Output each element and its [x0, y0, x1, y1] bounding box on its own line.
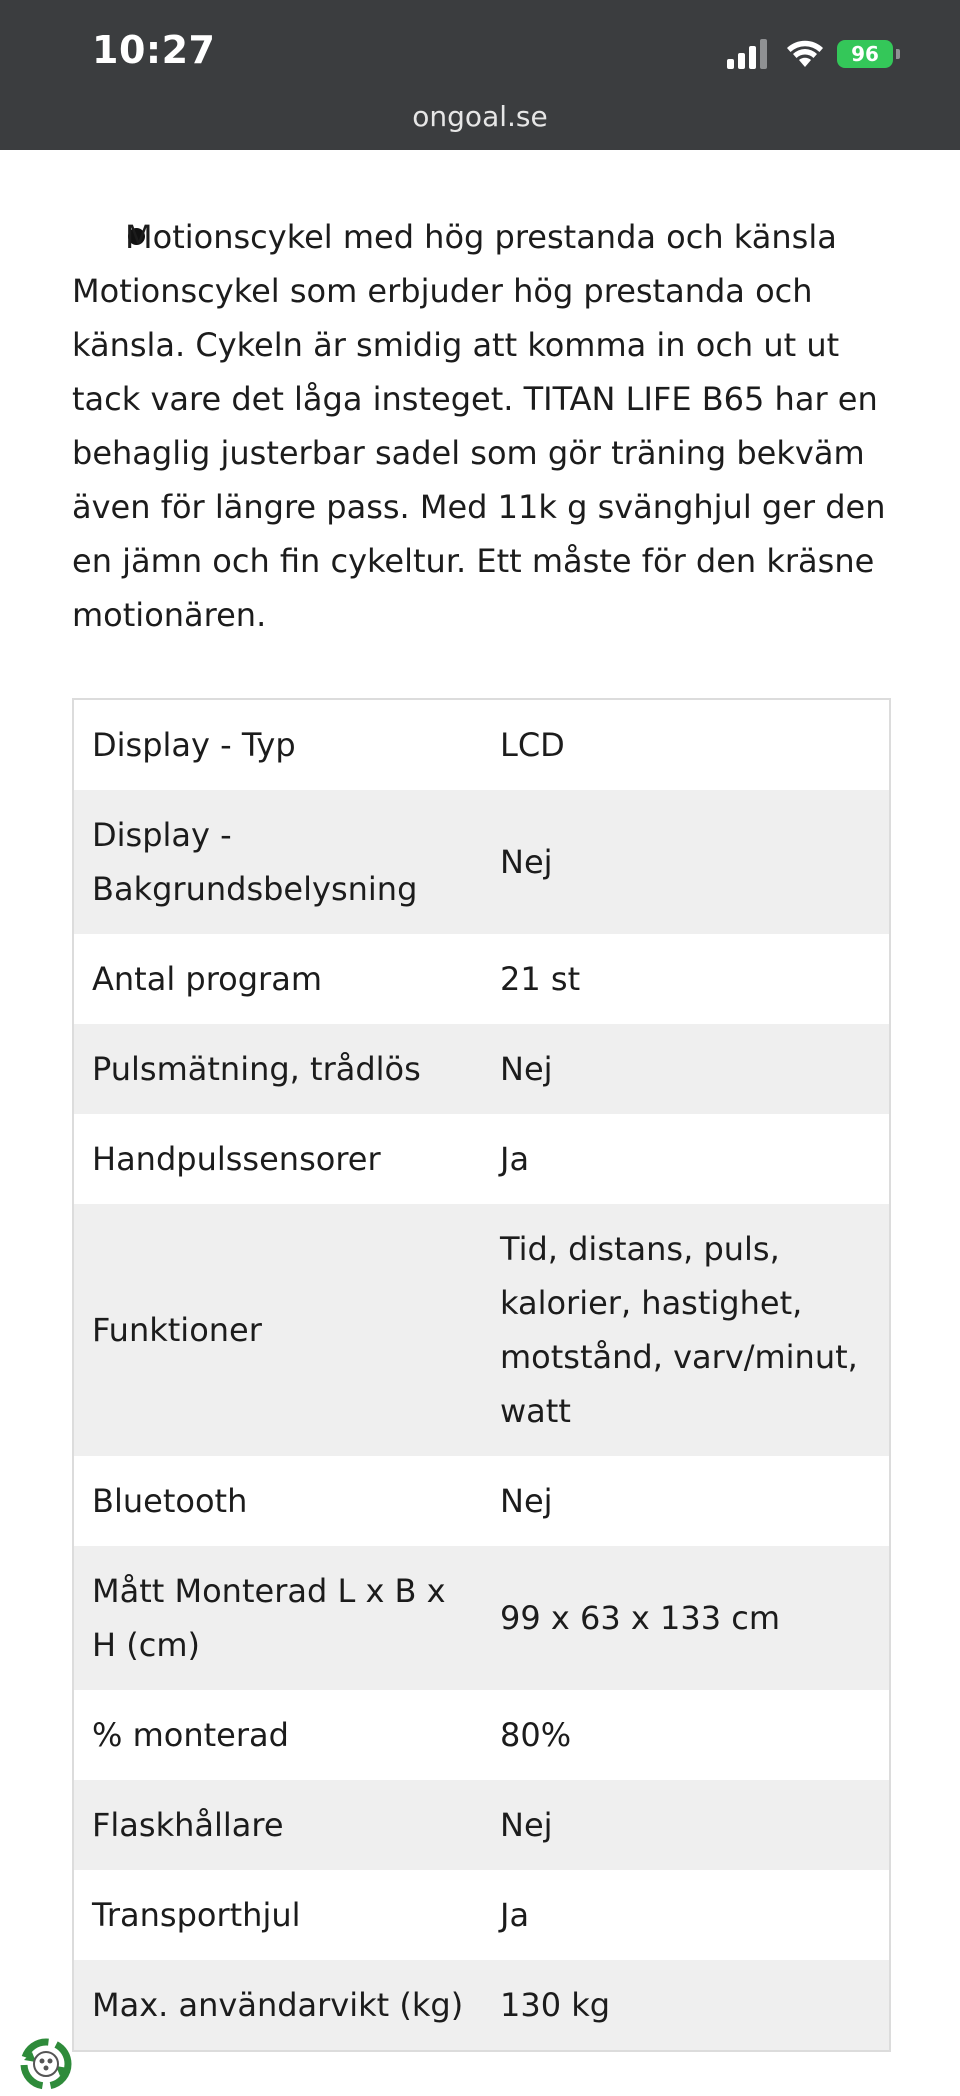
product-description [72, 210, 888, 642]
wifi-icon [785, 39, 825, 69]
status-icons [727, 36, 900, 72]
spec-value: LCD [500, 726, 565, 764]
spec-label: Funktioner [92, 1311, 262, 1349]
spec-row [74, 700, 889, 790]
spec-row [74, 1870, 889, 1960]
spec-label: Antal program [92, 960, 322, 998]
cellular-signal-icon [727, 39, 771, 69]
spec-value: Nej [500, 1806, 553, 1844]
status-bar [0, 0, 960, 150]
spec-row [74, 1690, 889, 1780]
spec-label: Pulsmätning, trådlös [92, 1050, 421, 1088]
spec-value: 99 x 63 x 133 cm [500, 1599, 781, 1637]
spec-value: Ja [500, 1140, 530, 1178]
recycle-widget-icon[interactable] [14, 2032, 78, 2096]
spec-value: Ja [500, 1896, 530, 1934]
spec-label: Bluetooth [92, 1482, 248, 1520]
battery-icon [837, 40, 893, 68]
spec-value: Tid, distans, puls, kalorier, hastighet, motstånd, varv/minut, watt [500, 1230, 858, 1430]
spec-row [74, 790, 889, 934]
spec-label: Transporthjul [92, 1896, 301, 1934]
spec-row [74, 1024, 889, 1114]
spec-row [74, 1780, 889, 1870]
spec-row [74, 1456, 889, 1546]
spec-value: 80% [500, 1716, 572, 1754]
battery-level: 96 [851, 42, 879, 66]
battery-tip [896, 49, 900, 59]
spec-row [74, 1546, 889, 1690]
spec-value: Nej [500, 843, 553, 881]
spec-value: 130 kg [500, 1986, 611, 2024]
spec-row [74, 1114, 889, 1204]
spec-label: Handpulssensorer [92, 1140, 381, 1178]
spec-label: Mått Monterad L x B x H (cm) [92, 1572, 446, 1664]
spec-row [74, 934, 889, 1024]
description-text: Motionscykel med hög prestanda och känsla Motionscykel som erbjuder hög prestanda och känsla. Cykeln är smidig att komma in och ut ut tack vare det låga insteget. TITAN LIFE B65 har en behaglig justerbar sadel som gör träning bekväm även för längre pass. Med 11k g svänghjul ger den en jämn och fin cykeltur. Ett måste för den kräsne motionären. [72, 218, 886, 634]
spec-label: Display - Typ [92, 726, 296, 764]
spec-value: Nej [500, 1482, 553, 1520]
spec-label: Flaskhållare [92, 1806, 284, 1844]
spec-value: Nej [500, 1050, 553, 1088]
address-bar-url[interactable]: ongoal.se [412, 100, 548, 133]
spec-row [74, 1204, 889, 1456]
spec-table [72, 698, 891, 2052]
spec-value: 21 st [500, 960, 581, 998]
spec-label: Max. användarvikt (kg) [92, 1986, 464, 2024]
spec-label: % monterad [92, 1716, 289, 1754]
spec-row [74, 1960, 889, 2050]
spec-label: Display - Bakgrundsbelysning [92, 816, 418, 908]
status-time: 10:27 [92, 28, 216, 72]
